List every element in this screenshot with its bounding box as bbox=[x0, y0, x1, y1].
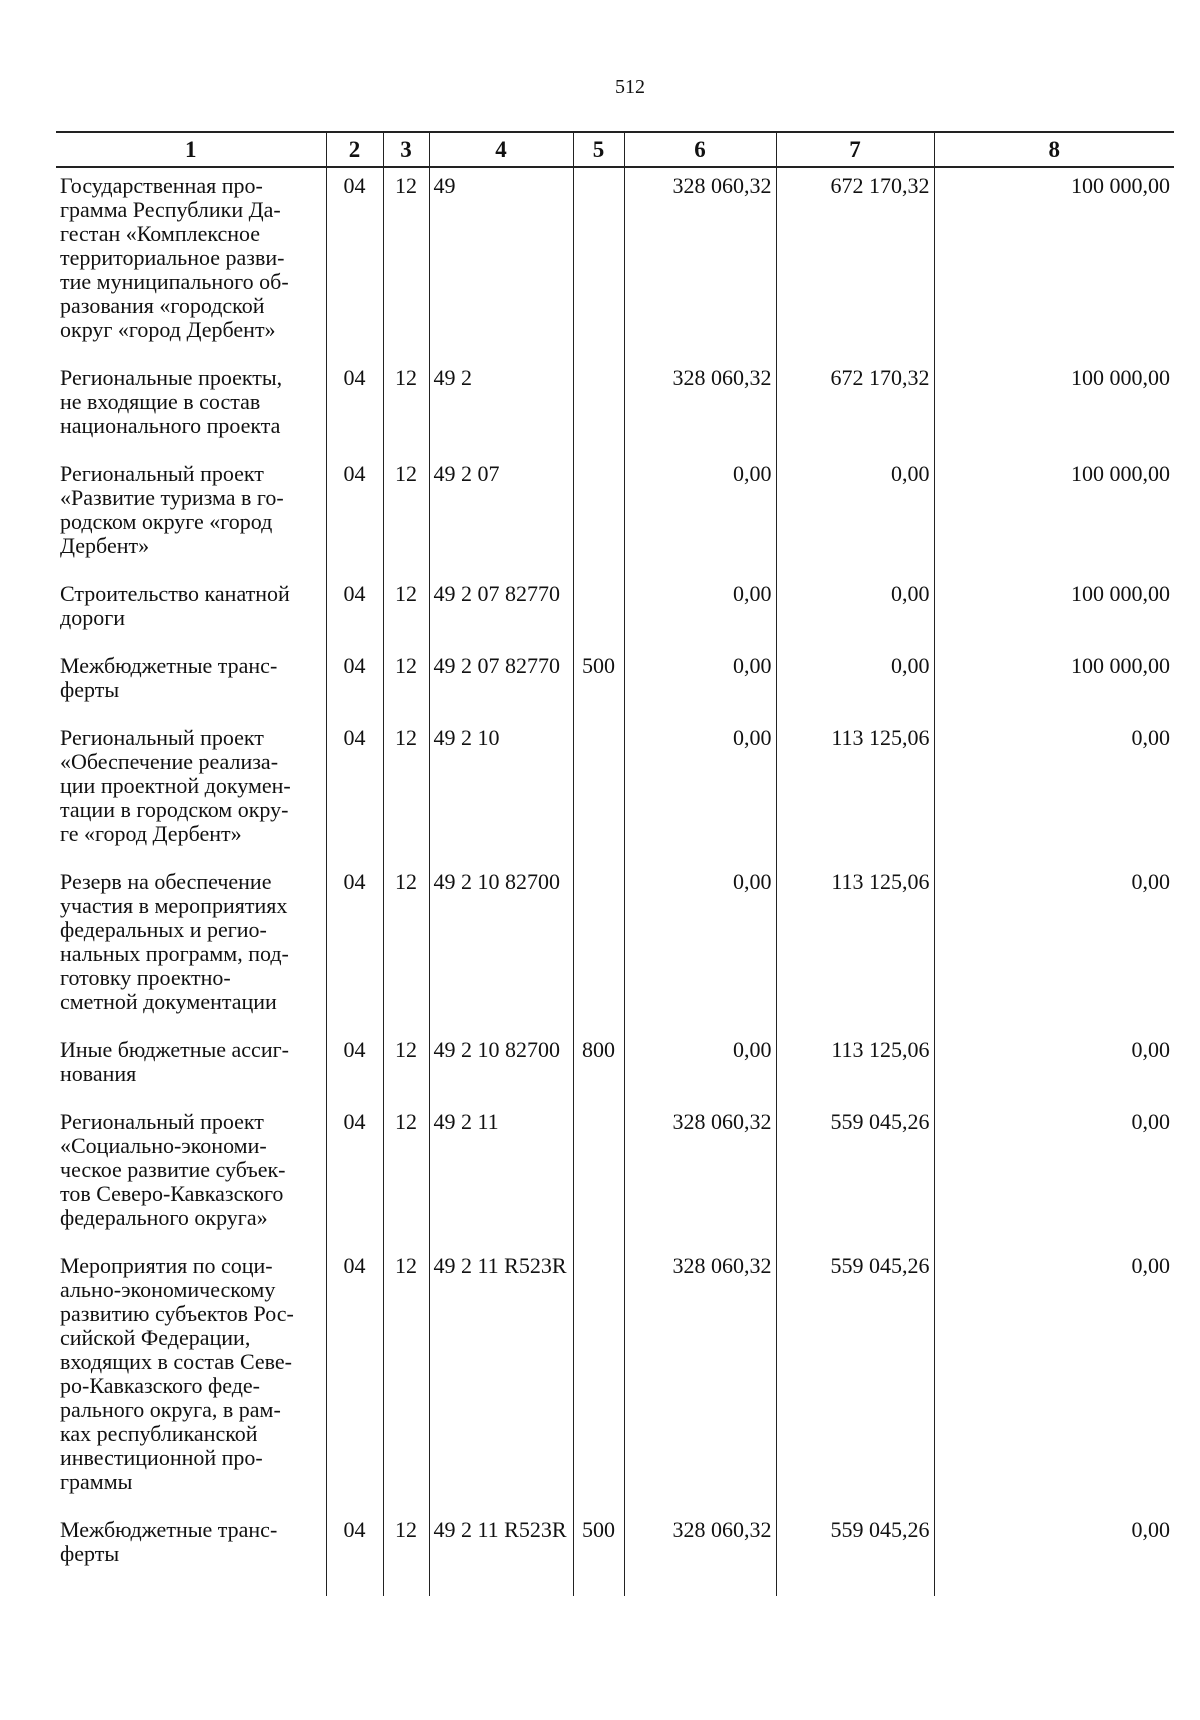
table-row bbox=[56, 576, 1174, 648]
row-value-6: 0,00 bbox=[624, 720, 776, 864]
row-section: 04 bbox=[326, 360, 383, 456]
row-expense-type bbox=[573, 360, 624, 456]
row-value-6: 0,00 bbox=[624, 1032, 776, 1104]
row-expense-type bbox=[573, 720, 624, 864]
header-col-5: 5 bbox=[573, 132, 624, 167]
row-value-7: 559 045,26 bbox=[776, 1248, 934, 1512]
table-row bbox=[56, 167, 1174, 360]
table-row bbox=[56, 1032, 1174, 1104]
row-value-8: 0,00 bbox=[934, 1032, 1174, 1104]
row-expense-type bbox=[573, 576, 624, 648]
row-subsection: 12 bbox=[383, 360, 429, 456]
row-name: Региональный проект «Обеспечение реализа- ции проектной докумен- тации в городском окру- ге «город Дербент» bbox=[56, 720, 326, 864]
row-value-8: 0,00 bbox=[934, 864, 1174, 1032]
page-number: 512 bbox=[615, 76, 645, 98]
row-value-8: 0,00 bbox=[934, 1512, 1174, 1596]
row-subsection: 12 bbox=[383, 1032, 429, 1104]
row-expense-type: 800 bbox=[573, 1032, 624, 1104]
row-value-8: 100 000,00 bbox=[934, 456, 1174, 576]
row-value-8: 100 000,00 bbox=[934, 360, 1174, 456]
row-section: 04 bbox=[326, 1032, 383, 1104]
row-target-code: 49 2 07 82770 bbox=[429, 648, 573, 720]
row-subsection: 12 bbox=[383, 456, 429, 576]
row-expense-type: 500 bbox=[573, 648, 624, 720]
row-target-code: 49 2 11 R523R bbox=[429, 1248, 573, 1512]
row-expense-type bbox=[573, 167, 624, 360]
table-row bbox=[56, 1512, 1174, 1596]
row-value-7: 672 170,32 bbox=[776, 167, 934, 360]
header-col-3: 3 bbox=[383, 132, 429, 167]
row-value-7: 0,00 bbox=[776, 576, 934, 648]
budget-table-container bbox=[56, 131, 1174, 1596]
row-section: 04 bbox=[326, 456, 383, 576]
budget-table bbox=[56, 131, 1174, 1596]
row-value-6: 328 060,32 bbox=[624, 167, 776, 360]
row-value-8: 100 000,00 bbox=[934, 167, 1174, 360]
header-col-1: 1 bbox=[56, 132, 326, 167]
row-subsection: 12 bbox=[383, 1104, 429, 1248]
row-value-6: 0,00 bbox=[624, 576, 776, 648]
row-value-6: 328 060,32 bbox=[624, 1512, 776, 1596]
row-name: Региональный проект «Социально-экономи- ческое развитие субъек- тов Северо-Кавказского федерального округа» bbox=[56, 1104, 326, 1248]
row-value-7: 113 125,06 bbox=[776, 864, 934, 1032]
row-name: Иные бюджетные ассиг- нования bbox=[56, 1032, 326, 1104]
row-expense-type bbox=[573, 1248, 624, 1512]
row-subsection: 12 bbox=[383, 720, 429, 864]
row-value-6: 328 060,32 bbox=[624, 1104, 776, 1248]
row-name: Межбюджетные транс- ферты bbox=[56, 1512, 326, 1596]
row-name: Мероприятия по соци- ально-экономическому развитию субъектов Рос- сийской Федерации, входящих в состав Севе- ро-Кавказского феде- рального округа, в рам- ках республиканской инвестиционной про- граммы bbox=[56, 1248, 326, 1512]
row-subsection: 12 bbox=[383, 648, 429, 720]
row-target-code: 49 2 11 R523R bbox=[429, 1512, 573, 1596]
row-value-8: 100 000,00 bbox=[934, 648, 1174, 720]
row-value-6: 328 060,32 bbox=[624, 1248, 776, 1512]
row-subsection: 12 bbox=[383, 576, 429, 648]
row-subsection: 12 bbox=[383, 864, 429, 1032]
table-row bbox=[56, 1248, 1174, 1512]
table-row bbox=[56, 864, 1174, 1032]
row-section: 04 bbox=[326, 1512, 383, 1596]
row-target-code: 49 2 10 82700 bbox=[429, 1032, 573, 1104]
row-subsection: 12 bbox=[383, 1248, 429, 1512]
row-target-code: 49 2 07 82770 bbox=[429, 576, 573, 648]
row-expense-type bbox=[573, 1104, 624, 1248]
header-col-7: 7 bbox=[776, 132, 934, 167]
row-target-code: 49 2 bbox=[429, 360, 573, 456]
row-value-8: 0,00 bbox=[934, 1248, 1174, 1512]
row-name: Межбюджетные транс- ферты bbox=[56, 648, 326, 720]
row-subsection: 12 bbox=[383, 1512, 429, 1596]
table-row bbox=[56, 648, 1174, 720]
row-section: 04 bbox=[326, 167, 383, 360]
row-section: 04 bbox=[326, 720, 383, 864]
row-expense-type bbox=[573, 456, 624, 576]
row-section: 04 bbox=[326, 1104, 383, 1248]
row-name: Резерв на обеспечение участия в мероприятиях федеральных и регио- нальных программ, под- готовку проектно- сметной документации bbox=[56, 864, 326, 1032]
row-name: Региональные проекты, не входящие в состав национального проекта bbox=[56, 360, 326, 456]
row-value-6: 328 060,32 bbox=[624, 360, 776, 456]
row-value-7: 559 045,26 bbox=[776, 1512, 934, 1596]
row-name: Региональный проект «Развитие туризма в го- родском округе «город Дербент» bbox=[56, 456, 326, 576]
row-target-code: 49 2 10 bbox=[429, 720, 573, 864]
table-row bbox=[56, 456, 1174, 576]
table-row bbox=[56, 720, 1174, 864]
row-value-7: 0,00 bbox=[776, 648, 934, 720]
table-body bbox=[56, 167, 1174, 1596]
row-subsection: 12 bbox=[383, 167, 429, 360]
row-value-7: 113 125,06 bbox=[776, 1032, 934, 1104]
table-row bbox=[56, 1104, 1174, 1248]
header-col-8: 8 bbox=[934, 132, 1174, 167]
row-section: 04 bbox=[326, 648, 383, 720]
row-section: 04 bbox=[326, 1248, 383, 1512]
row-value-8: 100 000,00 bbox=[934, 576, 1174, 648]
row-expense-type bbox=[573, 864, 624, 1032]
header-col-4: 4 bbox=[429, 132, 573, 167]
row-expense-type: 500 bbox=[573, 1512, 624, 1596]
row-value-7: 559 045,26 bbox=[776, 1104, 934, 1248]
row-value-6: 0,00 bbox=[624, 456, 776, 576]
row-value-6: 0,00 bbox=[624, 648, 776, 720]
row-value-7: 113 125,06 bbox=[776, 720, 934, 864]
table-row bbox=[56, 360, 1174, 456]
header-col-6: 6 bbox=[624, 132, 776, 167]
row-value-7: 0,00 bbox=[776, 456, 934, 576]
row-name: Государственная про- грамма Республики Да- гестан «Комплексное территориальное разви- тие муниципального об- разования «городской округ «город Дербент» bbox=[56, 167, 326, 360]
row-value-8: 0,00 bbox=[934, 720, 1174, 864]
table-header-row bbox=[56, 132, 1174, 167]
row-section: 04 bbox=[326, 864, 383, 1032]
row-target-code: 49 bbox=[429, 167, 573, 360]
row-name: Строительство канатной дороги bbox=[56, 576, 326, 648]
row-target-code: 49 2 10 82700 bbox=[429, 864, 573, 1032]
row-value-8: 0,00 bbox=[934, 1104, 1174, 1248]
row-value-6: 0,00 bbox=[624, 864, 776, 1032]
row-target-code: 49 2 11 bbox=[429, 1104, 573, 1248]
row-target-code: 49 2 07 bbox=[429, 456, 573, 576]
header-col-2: 2 bbox=[326, 132, 383, 167]
row-section: 04 bbox=[326, 576, 383, 648]
row-value-7: 672 170,32 bbox=[776, 360, 934, 456]
